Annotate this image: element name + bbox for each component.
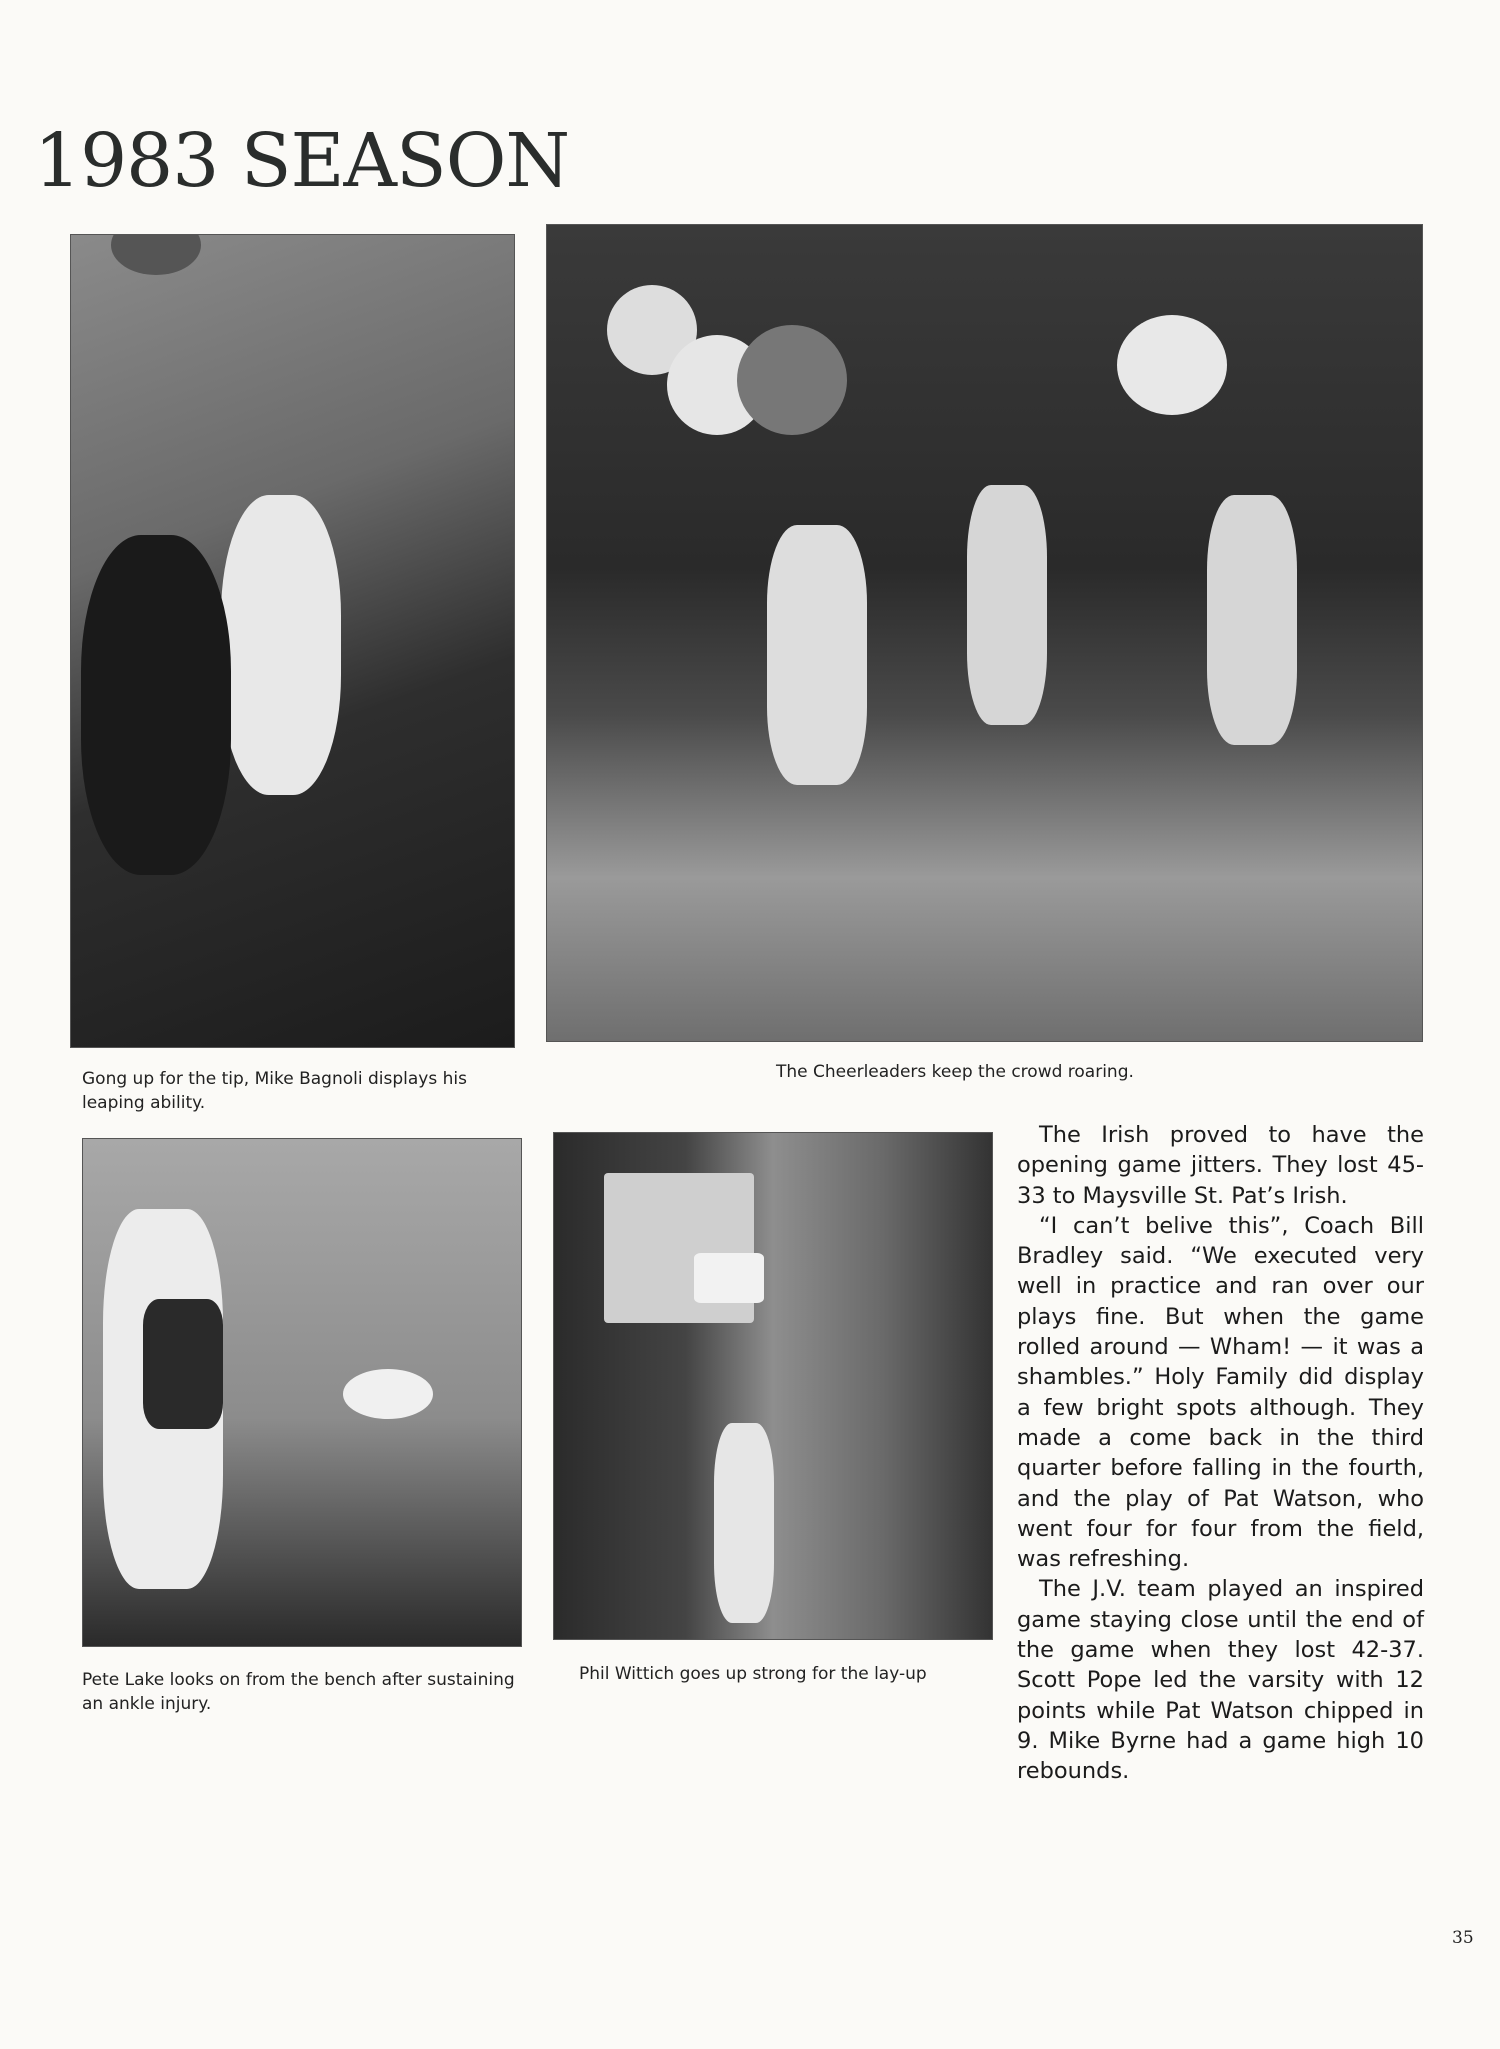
page-number: 35 [1452, 1928, 1474, 1948]
photo-tipoff [70, 234, 515, 1048]
article-paragraph: The J.V. team played an inspired game staying close until the end of the game when they lost 42-37. Scott Pope led the varsity with 12 points while Pat Watson chipped in 9. Mike Byrne had a game high 10 rebounds. [1017, 1576, 1424, 1785]
article-body [1017, 1120, 1424, 1787]
page-title: 1983 SEASON [34, 118, 570, 204]
caption-bench: Pete Lake looks on from the bench after sustaining an ankle injury. [82, 1670, 515, 1714]
caption-layup: Phil Wittich goes up strong for the lay-up [579, 1664, 927, 1684]
photo-cheerleaders [546, 224, 1423, 1042]
caption-tipoff: Gong up for the tip, Mike Bagnoli displays his leaping ability. [82, 1069, 467, 1113]
photo-layup [553, 1132, 993, 1640]
photo-bench [82, 1138, 522, 1647]
article-paragraph: The Irish proved to have the opening game jitters. They lost 45-33 to Maysville St. Pat’s Irish. [1017, 1122, 1424, 1209]
caption-cheerleaders: The Cheerleaders keep the crowd roaring. [776, 1062, 1134, 1082]
article-paragraph: “I can’t belive this”, Coach Bill Bradley said. “We executed very well in practice and ran over our plays fine. But when the game rolled around — Wham! — it was a shambles.” Holy Family did display a few bright spots although. They made a come back in the third quarter before falling in the fourth, and the play of Pat Watson, who went four for four from the field, was refreshing. [1017, 1212, 1424, 1573]
